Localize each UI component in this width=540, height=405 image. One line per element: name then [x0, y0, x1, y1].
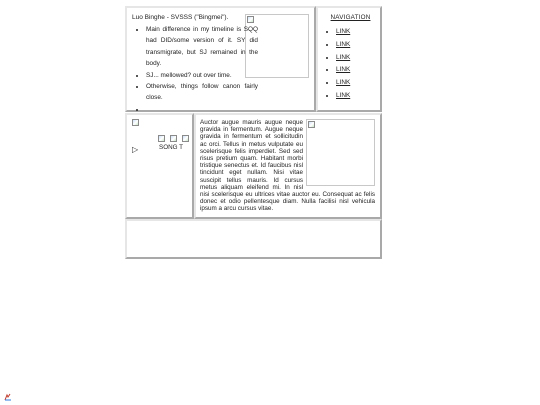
- nav-link[interactable]: LINK: [336, 66, 351, 74]
- nav-link[interactable]: LINK: [336, 40, 351, 48]
- bio-list: [132, 24, 258, 115]
- nav-link[interactable]: LINK: [336, 91, 351, 99]
- next-track-icon[interactable]: [182, 135, 189, 142]
- main-paragraph: Auctor augue mauris augue neque gravida in fermentum. Augue neque gravida in fermentum et sollicitudin ac orci. Tellus in metus vulputate eu scelerisque felis imperdiet. Sed sed risus pretium quam. Habitant morbi tristique senectus et. Id faucibus nisl tincidunt eget nullam. Nisi vitae suscipit tellus mauris. Id cursus metus aliquam eleifend mi. In nisl nisi scelerisque eu ultrices vitae auctor eu. Consequat ac felis donec et odio pellentesque diam. Nulla facilisi nisl vehicula ipsum a arcu cursus vitae.: [200, 119, 375, 213]
- song-title: SONG T: [159, 144, 184, 151]
- bio-item: • SJ... mellowed? out over time.: [146, 70, 258, 81]
- nav-item: [336, 39, 350, 52]
- music-player-panel: [125, 113, 194, 219]
- footer-panel: [125, 219, 382, 259]
- bio-title: Luo Binghe - SVSSS ("Bingmei").: [132, 14, 229, 21]
- bio-item: • Otherwise, things follow canon fairly close.: [146, 81, 258, 104]
- nav-link[interactable]: LINK: [336, 79, 351, 87]
- navigation-panel: [316, 6, 382, 112]
- corner-icon: [4, 393, 12, 401]
- nav-item: [336, 77, 350, 90]
- nav-item: [336, 64, 350, 77]
- navigation-list: [322, 26, 350, 103]
- bio-item: • Main difference in my timeline is SQQ had DID/some version of it. SY did transmigrate, but SJ remained in the body.: [146, 24, 258, 70]
- nav-item: [336, 26, 350, 39]
- main-content-panel: [194, 113, 382, 219]
- play-pause-icon[interactable]: [170, 135, 177, 142]
- bio-panel: [125, 6, 316, 112]
- prev-track-icon[interactable]: [158, 135, 165, 142]
- nav-item: [336, 52, 350, 65]
- nav-link[interactable]: LINK: [336, 53, 351, 61]
- main-text-block: [200, 119, 375, 213]
- player-image: [132, 119, 139, 126]
- broken-image-icon: [247, 16, 254, 23]
- broken-image-icon: [308, 121, 315, 128]
- content-image: [306, 119, 375, 186]
- nav-link[interactable]: LINK: [336, 28, 351, 35]
- play-arrow-icon[interactable]: ▷: [132, 145, 139, 154]
- nav-item: [336, 90, 350, 103]
- navigation-title: NAVIGATION: [330, 14, 371, 21]
